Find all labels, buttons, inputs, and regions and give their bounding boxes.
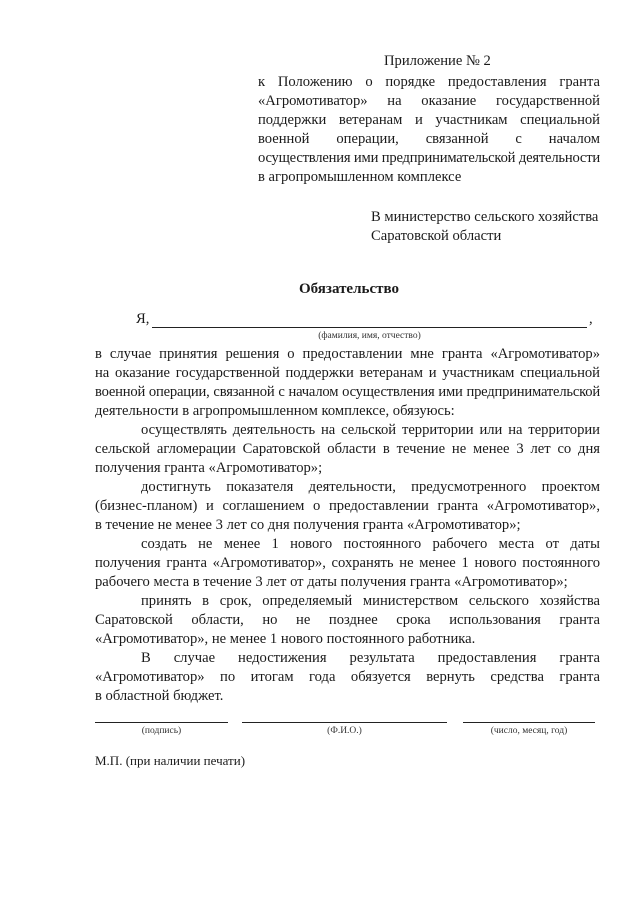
appendix-reference-line: «Агромотиватор» на оказание государственной (258, 93, 600, 109)
name-hint: (фамилия, имя, отчество) (318, 331, 421, 341)
name-suffix: , (589, 311, 593, 327)
paragraph-line: сельской агломерации Саратовской области в течение не менее 3 лет со дня (95, 441, 600, 457)
paragraph-line: в течение не менее 3 лет со дня получения гранта «Агромотиватор»; (95, 517, 521, 533)
paragraph-line: в областной бюджет. (95, 688, 224, 704)
appendix-reference-line: поддержки ветеранам и участникам специальной (258, 112, 600, 128)
paragraph-line: рабочего места в течение 3 лет от даты получения гранта «Агромотиватор»; (95, 574, 568, 590)
date-label: (число, месяц, год) (490, 726, 568, 736)
paragraph-line: военной операции, связанной с началом осуществления ими предпринимательской (95, 384, 600, 400)
paragraph-line: «Агромотиватор» по итогам года обязуется вернуть средства гранта (95, 669, 600, 685)
name-blank-line (152, 327, 587, 328)
paragraph-line: в случае принятия решения о предоставлении мне гранта «Агромотиватор» (95, 346, 600, 362)
paragraph-line: (бизнес-планом) и соглашением о предоставлении гранта «Агромотиватор», (95, 498, 600, 514)
paragraph-line: создать не менее 1 нового постоянного рабочего места от даты (141, 536, 600, 552)
paragraph-line: принять в срок, определяемый министерством сельского хозяйства (141, 593, 600, 609)
stamp-note: М.П. (при наличии печати) (95, 753, 246, 768)
date-line (463, 722, 595, 723)
addressee-line: В министерство сельского хозяйства (371, 209, 599, 225)
appendix-reference-line: в агропромышленном комплексе (258, 169, 462, 185)
paragraph-line: на оказание государственной поддержки ветеранам и участникам специальной (95, 365, 600, 381)
signature-label: (подпись) (141, 726, 182, 736)
paragraph-line: «Агромотиватор», не менее 1 нового постоянного работника. (95, 631, 476, 647)
fio-label: (Ф.И.О.) (327, 726, 362, 736)
paragraph-line: получения гранта «Агромотиватор»; (95, 460, 323, 476)
paragraph-line: деятельности в агропромышленном комплексе, обязуюсь: (95, 403, 455, 419)
paragraph-line: получения гранта «Агромотиватор», сохранять не менее 1 нового постоянного (95, 555, 600, 571)
paragraph-line: В случае недостижения результата предоставления гранта (141, 650, 600, 666)
paragraph-line: Саратовской области, но не позднее срока использования гранта (95, 612, 600, 628)
signature-line (95, 722, 228, 723)
appendix-label: Приложение № 2 (384, 53, 491, 69)
appendix-reference-line: военной операции, связанной с началом (258, 131, 600, 147)
name-prefix: Я, (136, 311, 150, 327)
addressee-line: Саратовской области (371, 228, 502, 244)
paragraph-line: достигнуть показателя деятельности, предусмотренного проектом (141, 479, 600, 495)
appendix-reference-line: осуществления ими предпринимательской деятельности (258, 150, 600, 166)
appendix-reference-line: к Положению о порядке предоставления гранта (258, 74, 600, 90)
paragraph-line: осуществлять деятельность на сельской территории или на территории (141, 422, 600, 438)
document-title: Обязательство (299, 281, 399, 297)
fio-line (242, 722, 447, 723)
